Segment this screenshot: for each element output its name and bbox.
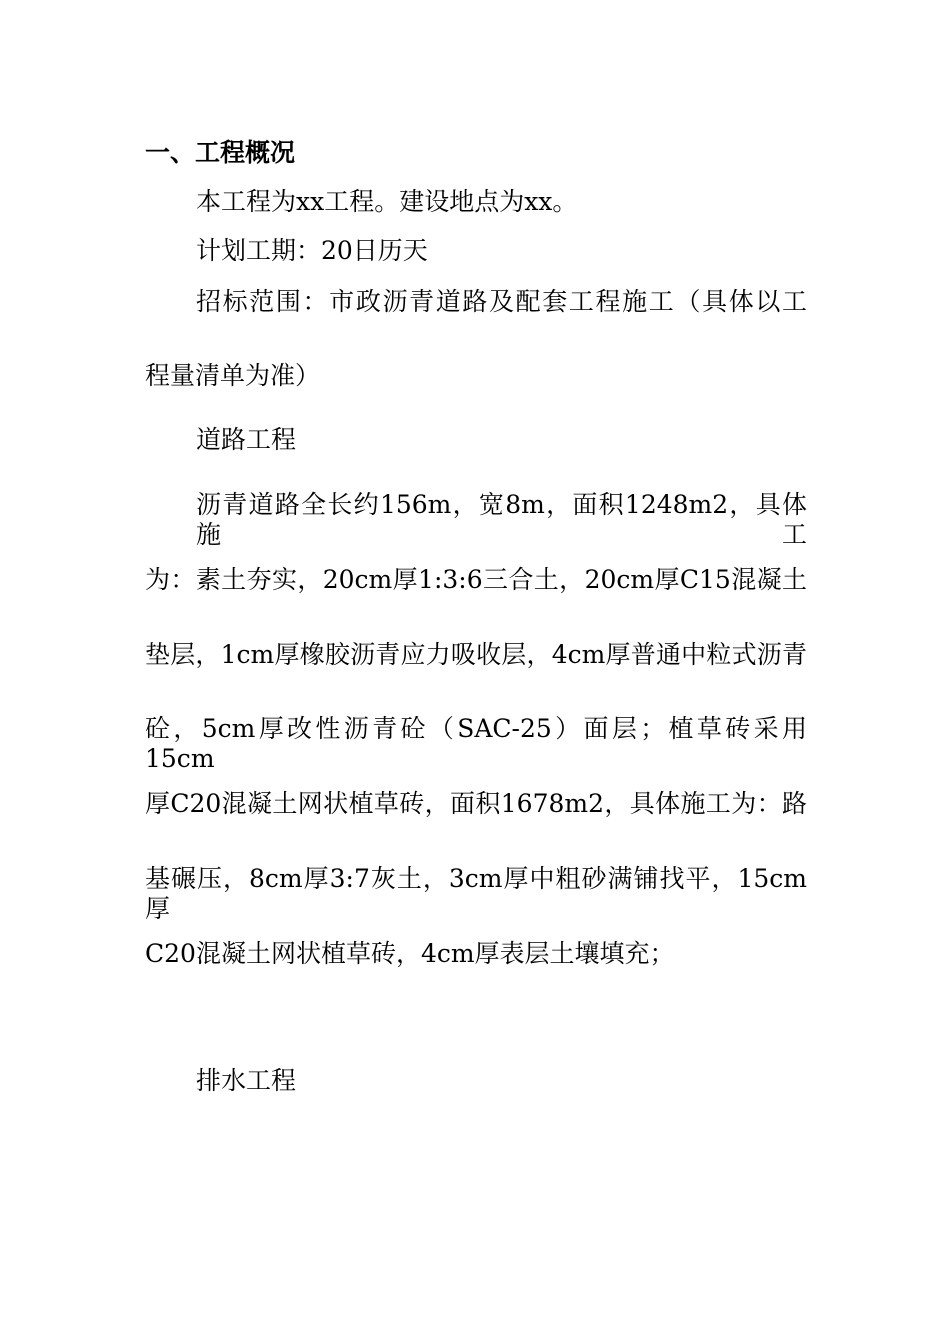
schedule-line: 计划工期：20日历天 (196, 236, 428, 265)
road-paragraph-line-1: 沥青道路全长约156m，宽8m，面积1248m2，具体施工 (196, 490, 807, 549)
drainage-subheading: 排水工程 (196, 1066, 297, 1095)
road-subheading: 道路工程 (196, 425, 297, 454)
scope-line-1: 招标范围：市政沥青道路及配套工程施工（具体以工 (196, 287, 807, 316)
road-paragraph-line-6: 基碾压，8cm厚3:7灰土，3cm厚中粗砂满铺找平，15cm厚 (145, 864, 807, 923)
road-paragraph-line-3: 垫层，1cm厚橡胶沥青应力吸收层，4cm厚普通中粒式沥青 (145, 640, 807, 669)
scope-line-2: 程量清单为准） (145, 361, 321, 390)
road-paragraph-line-7: C20混凝土网状植草砖，4cm厚表层土壤填充； (145, 939, 675, 968)
road-paragraph-line-5: 厚C20混凝土网状植草砖，面积1678m2，具体施工为：路 (145, 789, 807, 818)
project-intro-line: 本工程为xx工程。建设地点为xx。 (196, 187, 578, 216)
section-heading: 一、工程概况 (145, 138, 296, 167)
road-paragraph-line-2: 为：素土夯实，20cm厚1:3:6三合土，20cm厚C15混凝土 (145, 565, 807, 594)
road-paragraph-line-4: 砼，5cm厚改性沥青砼（SAC-25）面层；植草砖采用15cm (145, 714, 807, 773)
